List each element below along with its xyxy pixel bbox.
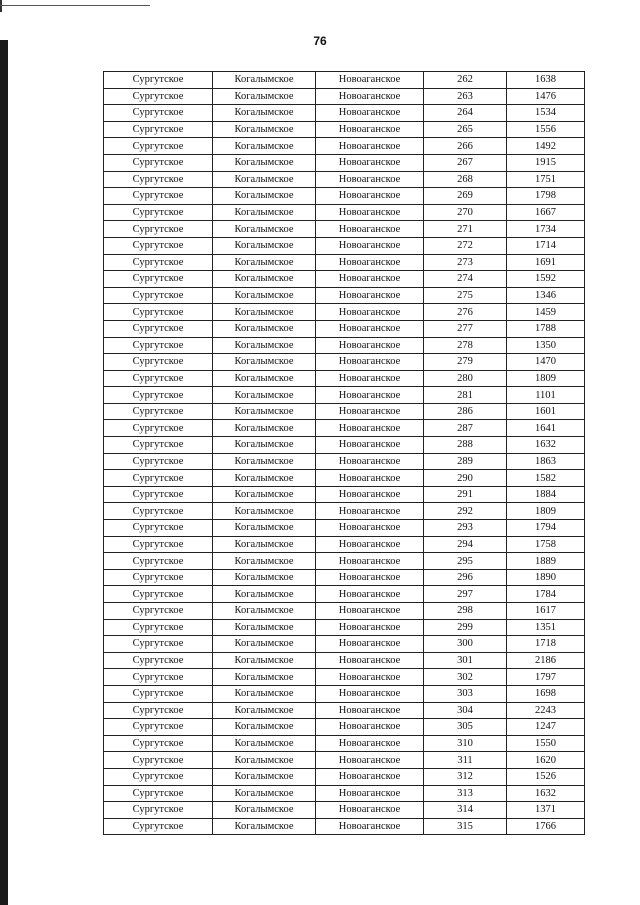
cell-city: Когалымское [213,569,316,586]
cell-field: Новоаганское [316,72,424,89]
cell-number: 310 [424,735,507,752]
cell-number: 271 [424,221,507,238]
cell-value: 2243 [507,702,585,719]
cell-number: 276 [424,304,507,321]
cell-region: Сургутское [104,520,213,537]
cell-field: Новоаганское [316,138,424,155]
cell-region: Сургутское [104,370,213,387]
cell-region: Сургутское [104,287,213,304]
cell-region: Сургутское [104,354,213,371]
cell-value: 1890 [507,569,585,586]
cell-city: Когалымское [213,603,316,620]
cell-region: Сургутское [104,503,213,520]
table-row [104,536,585,553]
table-row [104,503,585,520]
cell-number: 294 [424,536,507,553]
cell-value: 1592 [507,271,585,288]
cell-value: 1641 [507,420,585,437]
cell-number: 281 [424,387,507,404]
table-row [104,271,585,288]
cell-region: Сургутское [104,420,213,437]
cell-region: Сургутское [104,818,213,835]
cell-region: Сургутское [104,254,213,271]
cell-value: 1667 [507,204,585,221]
cell-region: Сургутское [104,586,213,603]
table-row [104,221,585,238]
cell-region: Сургутское [104,669,213,686]
cell-number: 288 [424,437,507,454]
data-table [103,71,585,835]
cell-value: 1638 [507,72,585,89]
cell-city: Когалымское [213,370,316,387]
table-row [104,768,585,785]
cell-region: Сургутское [104,237,213,254]
cell-field: Новоаганское [316,121,424,138]
cell-region: Сургутское [104,221,213,238]
cell-region: Сургутское [104,636,213,653]
cell-region: Сургутское [104,72,213,89]
cell-number: 272 [424,237,507,254]
cell-field: Новоаганское [316,719,424,736]
cell-value: 1350 [507,337,585,354]
cell-city: Когалымское [213,437,316,454]
cell-city: Когалымское [213,702,316,719]
cell-value: 1534 [507,105,585,122]
cell-number: 304 [424,702,507,719]
cell-field: Новоаганское [316,553,424,570]
cell-city: Когалымское [213,403,316,420]
cell-field: Новоаганское [316,420,424,437]
table-row [104,470,585,487]
cell-number: 303 [424,685,507,702]
cell-city: Когалымское [213,619,316,636]
cell-number: 296 [424,569,507,586]
cell-field: Новоаганское [316,752,424,769]
cell-value: 1714 [507,237,585,254]
cell-city: Когалымское [213,802,316,819]
cell-field: Новоаганское [316,735,424,752]
cell-city: Когалымское [213,719,316,736]
cell-value: 1758 [507,536,585,553]
cell-city: Когалымское [213,287,316,304]
cell-region: Сургутское [104,121,213,138]
cell-city: Когалымское [213,354,316,371]
cell-region: Сургутское [104,486,213,503]
cell-region: Сургутское [104,188,213,205]
cell-field: Новоаганское [316,287,424,304]
cell-region: Сургутское [104,702,213,719]
cell-city: Когалымское [213,453,316,470]
cell-field: Новоаганское [316,105,424,122]
cell-value: 1734 [507,221,585,238]
cell-city: Когалымское [213,154,316,171]
table-row [104,171,585,188]
table-row [104,735,585,752]
cell-number: 265 [424,121,507,138]
table-row [104,287,585,304]
cell-number: 298 [424,603,507,620]
cell-region: Сургутское [104,204,213,221]
cell-field: Новоаганское [316,370,424,387]
cell-city: Когалымское [213,237,316,254]
table-row [104,520,585,537]
table-row [104,237,585,254]
table-row [104,121,585,138]
cell-region: Сургутское [104,470,213,487]
cell-city: Когалымское [213,271,316,288]
cell-value: 1784 [507,586,585,603]
cell-number: 269 [424,188,507,205]
cell-value: 1550 [507,735,585,752]
table-row [104,437,585,454]
cell-number: 267 [424,154,507,171]
cell-number: 279 [424,354,507,371]
table-row [104,370,585,387]
table-row [104,752,585,769]
cell-field: Новоаганское [316,237,424,254]
cell-region: Сургутское [104,719,213,736]
table-row [104,802,585,819]
cell-value: 1617 [507,603,585,620]
cell-value: 1620 [507,752,585,769]
cell-value: 1632 [507,437,585,454]
cell-number: 291 [424,486,507,503]
cell-field: Новоаганское [316,619,424,636]
table-row [104,204,585,221]
cell-number: 286 [424,403,507,420]
table-row [104,304,585,321]
cell-region: Сургутское [104,320,213,337]
cell-city: Когалымское [213,752,316,769]
cell-number: 280 [424,370,507,387]
table-row [104,669,585,686]
cell-number: 315 [424,818,507,835]
cell-value: 1788 [507,320,585,337]
cell-region: Сургутское [104,536,213,553]
cell-city: Когалымское [213,337,316,354]
cell-number: 297 [424,586,507,603]
cell-field: Новоаганское [316,337,424,354]
cell-value: 1863 [507,453,585,470]
cell-value: 1371 [507,802,585,819]
cell-city: Когалымское [213,387,316,404]
cell-field: Новоаганское [316,154,424,171]
cell-city: Когалымское [213,636,316,653]
cell-value: 1889 [507,553,585,570]
cell-number: 313 [424,785,507,802]
table-row [104,619,585,636]
cell-value: 1809 [507,503,585,520]
table-row [104,154,585,171]
cell-city: Когалымское [213,785,316,802]
cell-region: Сургутское [104,138,213,155]
cell-value: 2186 [507,652,585,669]
cell-field: Новоаганское [316,354,424,371]
cell-city: Когалымское [213,503,316,520]
cell-field: Новоаганское [316,387,424,404]
cell-region: Сургутское [104,453,213,470]
table-row [104,320,585,337]
cell-field: Новоаганское [316,204,424,221]
table-row [104,569,585,586]
cell-city: Когалымское [213,72,316,89]
cell-number: 289 [424,453,507,470]
cell-field: Новоаганское [316,569,424,586]
cell-city: Когалымское [213,669,316,686]
cell-field: Новоаганское [316,403,424,420]
cell-city: Когалымское [213,553,316,570]
cell-value: 1698 [507,685,585,702]
cell-value: 1476 [507,88,585,105]
cell-value: 1691 [507,254,585,271]
cell-city: Когалымское [213,121,316,138]
cell-city: Когалымское [213,818,316,835]
cell-number: 268 [424,171,507,188]
table-row [104,188,585,205]
cell-city: Когалымское [213,188,316,205]
cell-field: Новоаганское [316,320,424,337]
cell-number: 290 [424,470,507,487]
cell-region: Сургутское [104,735,213,752]
cell-field: Новоаганское [316,304,424,321]
cell-region: Сургутское [104,171,213,188]
cell-field: Новоаганское [316,702,424,719]
cell-value: 1915 [507,154,585,171]
cell-number: 300 [424,636,507,653]
cell-value: 1884 [507,486,585,503]
table-row [104,72,585,89]
cell-value: 1751 [507,171,585,188]
cell-region: Сургутское [104,768,213,785]
cell-number: 274 [424,271,507,288]
cell-field: Новоаганское [316,802,424,819]
cell-city: Когалымское [213,536,316,553]
table-row [104,420,585,437]
cell-field: Новоаганское [316,486,424,503]
cell-number: 287 [424,420,507,437]
cell-field: Новоаганское [316,88,424,105]
cell-value: 1346 [507,287,585,304]
table-row [104,652,585,669]
table-row [104,403,585,420]
cell-city: Когалымское [213,221,316,238]
cell-value: 1766 [507,818,585,835]
cell-region: Сургутское [104,271,213,288]
cell-region: Сургутское [104,785,213,802]
cell-city: Когалымское [213,204,316,221]
cell-number: 295 [424,553,507,570]
cell-city: Когалымское [213,735,316,752]
cell-value: 1718 [507,636,585,653]
cell-region: Сургутское [104,619,213,636]
cell-number: 302 [424,669,507,686]
cell-city: Когалымское [213,105,316,122]
cell-number: 278 [424,337,507,354]
cell-value: 1632 [507,785,585,802]
cell-value: 1459 [507,304,585,321]
cell-city: Когалымское [213,88,316,105]
cell-field: Новоаганское [316,685,424,702]
cell-city: Когалымское [213,254,316,271]
table-body [104,72,585,835]
cell-field: Новоаганское [316,221,424,238]
cell-value: 1809 [507,370,585,387]
cell-city: Когалымское [213,138,316,155]
cell-value: 1470 [507,354,585,371]
cell-field: Новоаганское [316,536,424,553]
cell-number: 270 [424,204,507,221]
cell-number: 311 [424,752,507,769]
cell-value: 1798 [507,188,585,205]
cell-region: Сургутское [104,437,213,454]
cell-region: Сургутское [104,569,213,586]
cell-field: Новоаганское [316,171,424,188]
cell-number: 312 [424,768,507,785]
cell-city: Когалымское [213,470,316,487]
table-row [104,702,585,719]
cell-number: 264 [424,105,507,122]
cell-city: Когалымское [213,685,316,702]
cell-number: 292 [424,503,507,520]
page-number: 76 [313,34,327,48]
cell-field: Новоаганское [316,254,424,271]
cell-region: Сургутское [104,652,213,669]
table-row [104,719,585,736]
cell-number: 266 [424,138,507,155]
cell-field: Новоаганское [316,586,424,603]
table-row [104,586,585,603]
cell-number: 293 [424,520,507,537]
cell-field: Новоаганское [316,271,424,288]
cell-field: Новоаганское [316,818,424,835]
cell-city: Когалымское [213,320,316,337]
table-row [104,603,585,620]
cell-field: Новоаганское [316,669,424,686]
table-row [104,453,585,470]
cell-field: Новоаганское [316,785,424,802]
cell-region: Сургутское [104,603,213,620]
cell-field: Новоаганское [316,768,424,785]
cell-region: Сургутское [104,105,213,122]
cell-field: Новоаганское [316,520,424,537]
cell-city: Когалымское [213,586,316,603]
cell-region: Сургутское [104,802,213,819]
table-row [104,105,585,122]
cell-value: 1526 [507,768,585,785]
cell-number: 277 [424,320,507,337]
cell-number: 263 [424,88,507,105]
cell-field: Новоаганское [316,470,424,487]
cell-region: Сургутское [104,553,213,570]
cell-number: 301 [424,652,507,669]
scan-edge-mark [0,0,2,12]
cell-value: 1601 [507,403,585,420]
table-row [104,387,585,404]
cell-field: Новоаганское [316,636,424,653]
table-row [104,486,585,503]
table-row [104,254,585,271]
table-row [104,88,585,105]
cell-field: Новоаганское [316,437,424,454]
cell-region: Сургутское [104,337,213,354]
cell-field: Новоаганское [316,603,424,620]
table-row [104,354,585,371]
cell-number: 299 [424,619,507,636]
table-row [104,685,585,702]
cell-region: Сургутское [104,154,213,171]
scan-left-border [0,40,8,905]
cell-city: Когалымское [213,520,316,537]
table-row [104,337,585,354]
cell-value: 1492 [507,138,585,155]
cell-number: 262 [424,72,507,89]
cell-city: Когалымское [213,652,316,669]
cell-number: 273 [424,254,507,271]
cell-city: Когалымское [213,171,316,188]
cell-field: Новоаганское [316,652,424,669]
table-row [104,138,585,155]
cell-region: Сургутское [104,304,213,321]
cell-value: 1351 [507,619,585,636]
cell-city: Когалымское [213,420,316,437]
cell-value: 1797 [507,669,585,686]
cell-city: Когалымское [213,768,316,785]
table-row [104,636,585,653]
cell-value: 1794 [507,520,585,537]
cell-city: Когалымское [213,304,316,321]
table-row [104,553,585,570]
cell-number: 314 [424,802,507,819]
scan-top-line [0,5,150,6]
cell-field: Новоаганское [316,453,424,470]
cell-city: Когалымское [213,486,316,503]
cell-field: Новоаганское [316,503,424,520]
cell-value: 1101 [507,387,585,404]
cell-number: 305 [424,719,507,736]
table-row [104,818,585,835]
table-row [104,785,585,802]
cell-region: Сургутское [104,752,213,769]
cell-value: 1556 [507,121,585,138]
cell-value: 1582 [507,470,585,487]
cell-field: Новоаганское [316,188,424,205]
cell-number: 275 [424,287,507,304]
cell-region: Сургутское [104,685,213,702]
cell-region: Сургутское [104,88,213,105]
cell-region: Сургутское [104,403,213,420]
cell-region: Сургутское [104,387,213,404]
cell-value: 1247 [507,719,585,736]
